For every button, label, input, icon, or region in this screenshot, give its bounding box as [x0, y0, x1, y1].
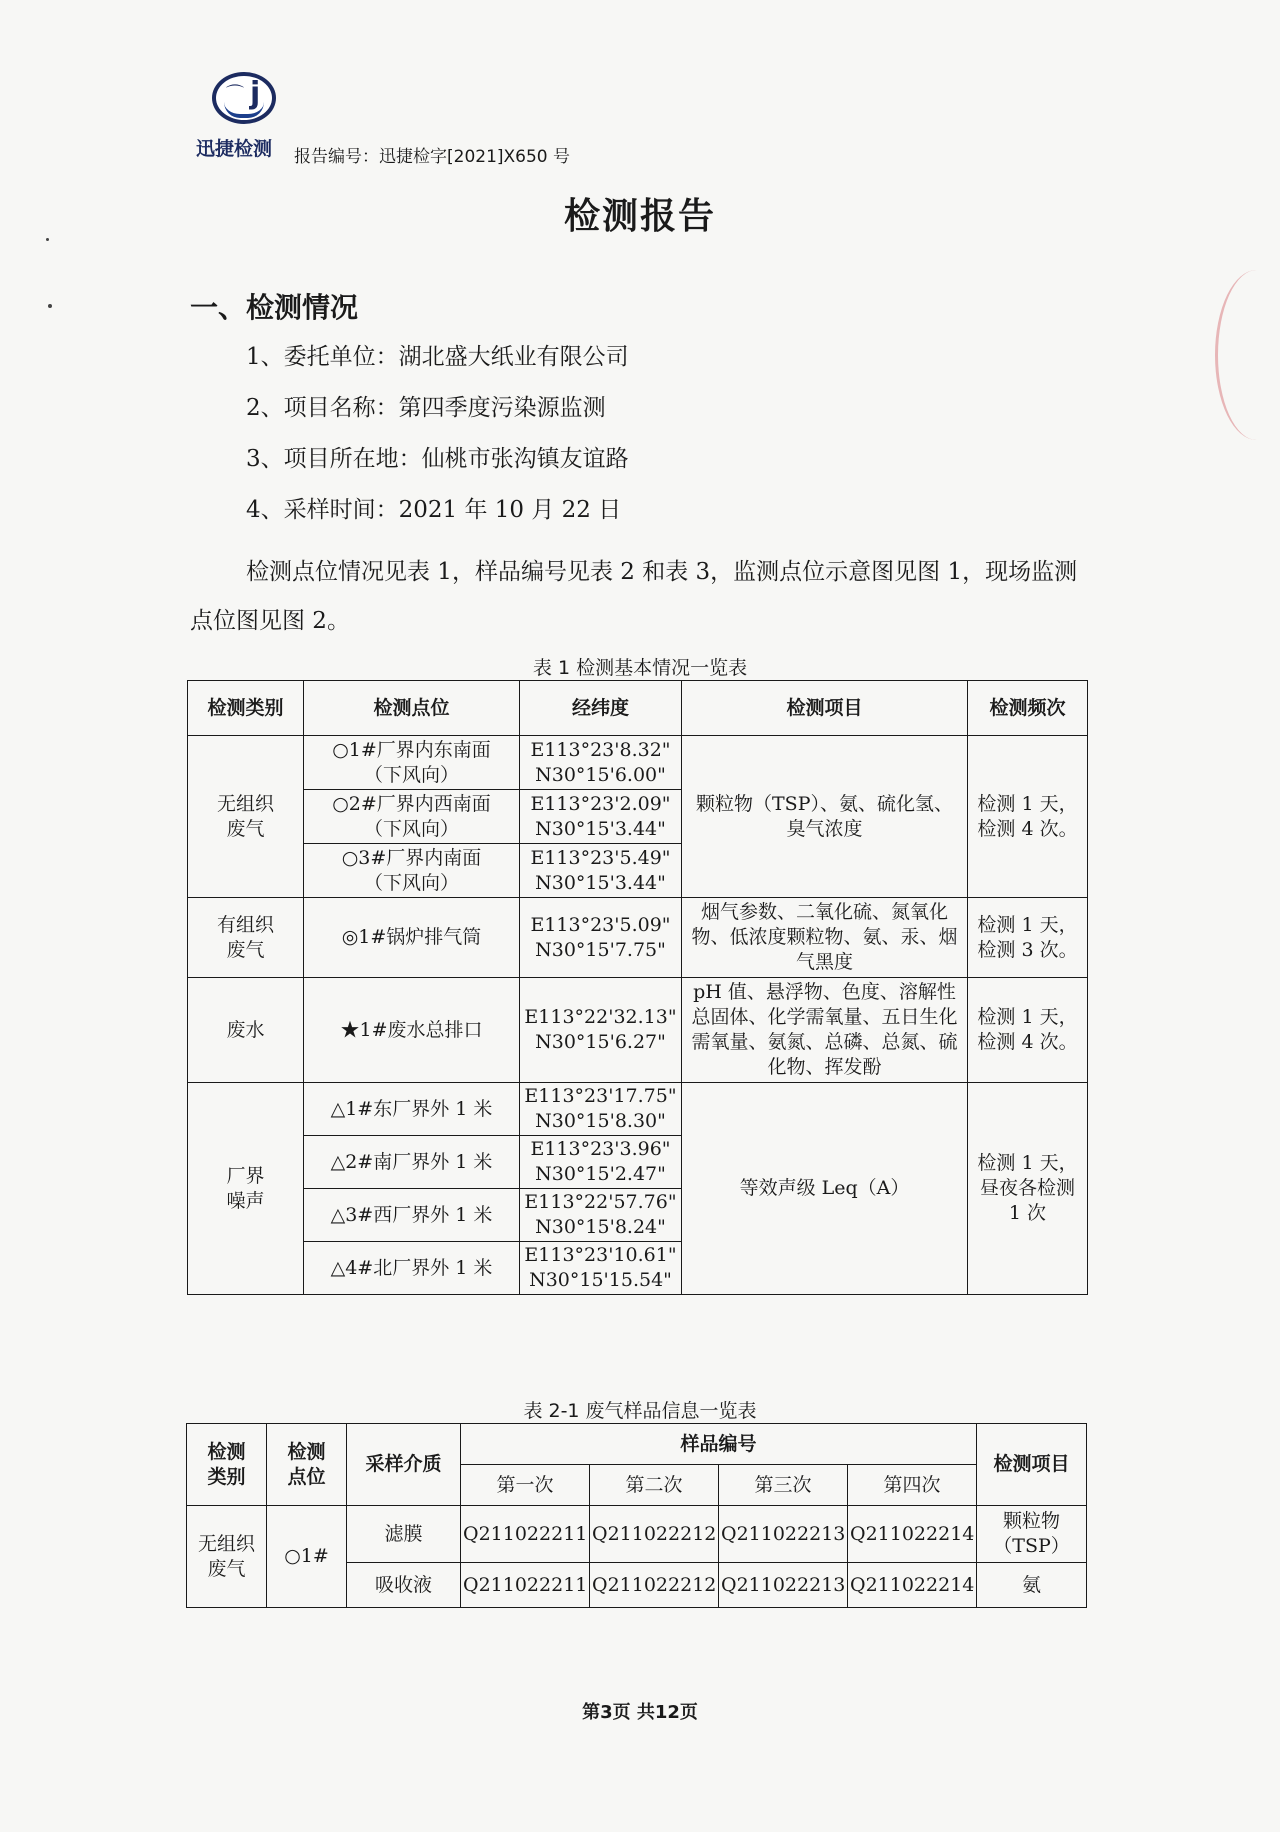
round-header-cell: 第三次: [719, 1465, 848, 1506]
table1-caption: 表 1 检测基本情况一览表: [532, 657, 748, 679]
frequency-cell: 检测 1 天， 检测 3 次。: [968, 898, 1088, 978]
sample-no-cell: Q211022214: [848, 1506, 977, 1563]
section-title: 一、检测情况: [190, 291, 359, 324]
table-header-cell: 检测项目: [682, 681, 968, 736]
item-cell: 颗粒物 （TSP）: [977, 1506, 1087, 1563]
item-cell: 氨: [977, 1563, 1087, 1608]
report-number: 报告编号：迅捷检字[2021]X650 号: [294, 147, 571, 167]
coord-cell: E113°23'5.09" N30°15'7.75": [520, 898, 682, 978]
items-cell: 颗粒物（TSP）、氨、硫化氢、臭气浓度: [682, 736, 968, 898]
sample-no-cell: Q211022211: [461, 1506, 590, 1563]
items-cell: 等效声级 Leq（A）: [682, 1083, 968, 1295]
point-cell: ○2#厂界内西南面 （下风向）: [304, 790, 520, 844]
category-cell: 无组织 废气: [188, 736, 304, 898]
point-cell: ○1#厂界内东南面 （下风向）: [304, 736, 520, 790]
coord-cell: E113°23'3.96" N30°15'2.47": [520, 1136, 682, 1189]
point-cell: △1#东厂界外 1 米: [304, 1083, 520, 1136]
category-cell: 厂界 噪声: [188, 1083, 304, 1295]
table-header-cell: 检测 类别: [187, 1424, 267, 1506]
medium-cell: 滤膜: [347, 1506, 461, 1563]
table-row: [188, 898, 1088, 978]
point-cell: △3#西厂界外 1 米: [304, 1189, 520, 1242]
point-cell: △2#南厂界外 1 米: [304, 1136, 520, 1189]
category-cell: 废水: [188, 978, 304, 1083]
coord-cell: E113°23'17.75" N30°15'8.30": [520, 1083, 682, 1136]
frequency-cell: 检测 1 天， 检测 4 次。: [968, 978, 1088, 1083]
intro-paragraph: 检测点位情况见表 1，样品编号见表 2 和表 3，监测点位示意图见图 1，现场监测点位图见图 2。: [190, 559, 1078, 634]
sample-no-cell: Q211022213: [719, 1563, 848, 1608]
logo-text: 迅捷检测: [196, 138, 273, 160]
stamp-mark-icon: [1215, 270, 1280, 440]
point-cell: ○3#厂界内南面 （下风向）: [304, 844, 520, 898]
point-cell: △4#北厂界外 1 米: [304, 1242, 520, 1295]
medium-cell: 吸收液: [347, 1563, 461, 1608]
table-row: [188, 978, 1088, 1083]
coord-cell: E113°23'8.32" N30°15'6.00": [520, 736, 682, 790]
category-cell: 无组织 废气: [187, 1506, 267, 1608]
frequency-cell: 检测 1 天， 昼夜各检测 1 次: [968, 1083, 1088, 1295]
point-cell: ◎1#锅炉排气筒: [304, 898, 520, 978]
table-header-cell: 采样介质: [347, 1424, 461, 1506]
logo-emblem-icon: ⌒ j: [212, 72, 276, 124]
round-header-cell: 第四次: [848, 1465, 977, 1506]
company-logo: [196, 72, 292, 162]
table-row: [187, 1506, 1087, 1563]
table1-basic-info: [187, 680, 1088, 1295]
info-item-client: 1、委托单位：湖北盛大纸业有限公司: [246, 344, 629, 370]
table-header-row: [188, 681, 1088, 736]
info-item-date: 4、采样时间：2021 年 10 月 22 日: [246, 497, 622, 523]
table2-sample-info: [186, 1423, 1087, 1608]
table-header-cell: 检测项目: [977, 1424, 1087, 1506]
page-footer: 第3页 共12页: [582, 1702, 698, 1723]
items-cell: 烟气参数、二氧化硫、氮氧化物、低浓度颗粒物、氨、汞、烟气黑度: [682, 898, 968, 978]
document-title: 检测报告: [563, 196, 716, 237]
table2-caption: 表 2-1 废气样品信息一览表: [523, 1400, 757, 1422]
table-header-cell: 检测类别: [188, 681, 304, 736]
round-header-cell: 第一次: [461, 1465, 590, 1506]
point-cell: ★1#废水总排口: [304, 978, 520, 1083]
sample-no-cell: Q211022212: [590, 1563, 719, 1608]
coord-cell: E113°23'10.61" N30°15'15.54": [520, 1242, 682, 1295]
table-header-cell: 检测 点位: [267, 1424, 347, 1506]
sample-no-cell: Q211022214: [848, 1563, 977, 1608]
scan-speck: [46, 238, 49, 241]
sample-no-cell: Q211022213: [719, 1506, 848, 1563]
coord-cell: E113°22'32.13" N30°15'6.27": [520, 978, 682, 1083]
coord-cell: E113°23'2.09" N30°15'3.44": [520, 790, 682, 844]
point-cell: ○1#: [267, 1506, 347, 1608]
category-cell: 有组织 废气: [188, 898, 304, 978]
frequency-cell: 检测 1 天， 检测 4 次。: [968, 736, 1088, 898]
info-item-project: 2、项目名称：第四季度污染源监测: [246, 395, 606, 421]
scan-speck: [48, 304, 52, 308]
items-cell: pH 值、悬浮物、色度、溶解性总固体、化学需氧量、五日生化需氧量、氨氮、总磷、总氮、硫化物、挥发酚: [682, 978, 968, 1083]
coord-cell: E113°22'57.76" N30°15'8.24": [520, 1189, 682, 1242]
info-list: [246, 344, 629, 548]
table-header-cell: 检测频次: [968, 681, 1088, 736]
table-row: [188, 1083, 1088, 1136]
table-header-cell: 检测点位: [304, 681, 520, 736]
table-row: [188, 736, 1088, 790]
coord-cell: E113°23'5.49" N30°15'3.44": [520, 844, 682, 898]
sample-no-cell: Q211022211: [461, 1563, 590, 1608]
round-header-cell: 第二次: [590, 1465, 719, 1506]
table-header-cell: 经纬度: [520, 681, 682, 736]
table-header-row: [187, 1424, 1087, 1465]
info-item-location: 3、项目所在地：仙桃市张沟镇友谊路: [246, 446, 629, 472]
sample-no-cell: Q211022212: [590, 1506, 719, 1563]
table-header-cell: 样品编号: [461, 1424, 977, 1465]
